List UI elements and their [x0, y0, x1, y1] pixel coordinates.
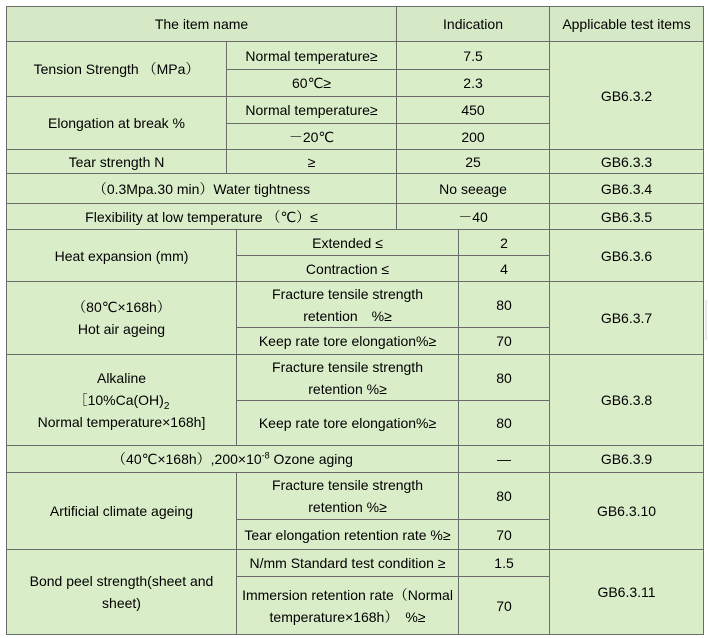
table-row — [7, 230, 704, 256]
heat-extended-value: 2 — [459, 230, 550, 256]
header-row — [7, 7, 704, 42]
alkaline-line-3: Normal temperature×168h] — [37, 414, 206, 430]
heat-expansion-label: Heat expansion (mm) — [7, 230, 237, 282]
water-tightness-label: （0.3Mpa.30 min）Water tightness — [7, 174, 397, 204]
low-temp-flexibility-label: Flexibility at low temperature （℃）≤ — [7, 204, 397, 230]
table-row — [7, 550, 704, 577]
heat-contraction-value: 4 — [459, 256, 550, 282]
scroll-edge-mark — [705, 300, 707, 340]
bond-immersion-condition: Immersion retention rate（Normal temperature×168h） %≥ — [237, 577, 459, 635]
hot-air-tensile-retention-value: 80 — [459, 282, 550, 328]
bond-immersion-value: 70 — [459, 577, 550, 635]
elongation-at-break-label: Elongation at break % — [7, 97, 227, 150]
specification-table — [6, 6, 704, 635]
table-row — [7, 473, 704, 520]
tear-strength-condition: ≥ — [227, 150, 397, 174]
table-row — [7, 446, 704, 473]
test-item-gb6-3-2: GB6.3.2 — [550, 42, 704, 150]
alkaline-line-2 — [10, 389, 233, 411]
hot-air-elongation-condition: Keep rate tore elongation%≥ — [237, 328, 459, 355]
test-item-gb6-3-5: GB6.3.5 — [550, 204, 704, 230]
heat-contraction-condition: Contraction ≤ — [237, 256, 459, 282]
ozone-aging-text-tail: Ozone aging — [269, 451, 353, 467]
ozone-aging-label — [7, 446, 459, 473]
bond-standard-value: 1.5 — [459, 550, 550, 577]
alkaline-label — [7, 355, 237, 446]
climate-tensile-retention-value: 80 — [459, 473, 550, 520]
table-row — [7, 174, 704, 204]
alkaline-elongation-condition: Keep rate tore elongation%≥ — [237, 401, 459, 446]
hot-air-tensile-retention-condition: Fracture tensile strength retention %≥ — [237, 282, 459, 328]
tension-normal-temp-condition: Normal temperature≥ — [227, 42, 397, 70]
table-row — [7, 355, 704, 401]
climate-ageing-label: Artificial climate ageing — [7, 473, 237, 550]
test-item-gb6-3-4: GB6.3.4 — [550, 174, 704, 204]
ozone-aging-exponent: -8 — [261, 450, 270, 461]
alkaline-formula-subscript: 2 — [163, 400, 170, 412]
tear-strength-value: 25 — [397, 150, 550, 174]
elongation-normal-temp-value: 450 — [397, 97, 550, 124]
test-item-gb6-3-10: GB6.3.10 — [550, 473, 704, 550]
test-item-gb6-3-11: GB6.3.11 — [550, 550, 704, 635]
tension-60c-value: 2.3 — [397, 70, 550, 97]
test-item-gb6-3-8: GB6.3.8 — [550, 355, 704, 446]
header-applicable-test-items: Applicable test items — [550, 7, 704, 42]
table-row — [7, 204, 704, 230]
tear-strength-label: Tear strength N — [7, 150, 227, 174]
table-row — [7, 42, 704, 70]
spec-table-container — [6, 6, 704, 635]
bond-peel-strength-label: Bond peel strength(sheet and sheet) — [7, 550, 237, 635]
test-item-gb6-3-9: GB6.3.9 — [550, 446, 704, 473]
test-item-gb6-3-3: GB6.3.3 — [550, 150, 704, 174]
alkaline-formula: ［10%Ca(OH) — [73, 392, 164, 408]
test-item-gb6-3-7: GB6.3.7 — [550, 282, 704, 355]
table-row — [7, 282, 704, 328]
test-item-gb6-3-6: GB6.3.6 — [550, 230, 704, 282]
ozone-aging-value: — — [459, 446, 550, 473]
low-temp-flexibility-value: －40 — [397, 204, 550, 230]
elongation-normal-temp-condition: Normal temperature≥ — [227, 97, 397, 124]
alkaline-tensile-retention-condition: Fracture tensile strength retention %≥ — [237, 355, 459, 401]
bond-standard-condition: N/mm Standard test condition ≥ — [237, 550, 459, 577]
heat-extended-condition: Extended ≤ — [237, 230, 459, 256]
header-item-name: The item name — [7, 7, 397, 42]
tension-60c-condition: 60℃≥ — [227, 70, 397, 97]
ozone-aging-text: （40℃×168h）,200×10 — [112, 451, 262, 467]
tension-normal-temp-value: 7.5 — [397, 42, 550, 70]
climate-elongation-condition: Tear elongation retention rate %≥ — [237, 520, 459, 550]
climate-elongation-value: 70 — [459, 520, 550, 550]
elongation-minus20-value: 200 — [397, 124, 550, 150]
climate-tensile-retention-condition: Fracture tensile strength retention %≥ — [237, 473, 459, 520]
tension-strength-label: Tension Strength （MPa） — [7, 42, 227, 97]
hot-air-ageing-label: （80℃×168h） Hot air ageing — [7, 282, 237, 355]
water-tightness-value: No seeage — [397, 174, 550, 204]
table-row — [7, 150, 704, 174]
alkaline-tensile-retention-value: 80 — [459, 355, 550, 401]
alkaline-elongation-value: 80 — [459, 401, 550, 446]
hot-air-elongation-value: 70 — [459, 328, 550, 355]
alkaline-line-1: Alkaline — [96, 370, 147, 386]
elongation-minus20-condition: －20℃ — [227, 124, 397, 150]
header-indication: Indication — [397, 7, 550, 42]
